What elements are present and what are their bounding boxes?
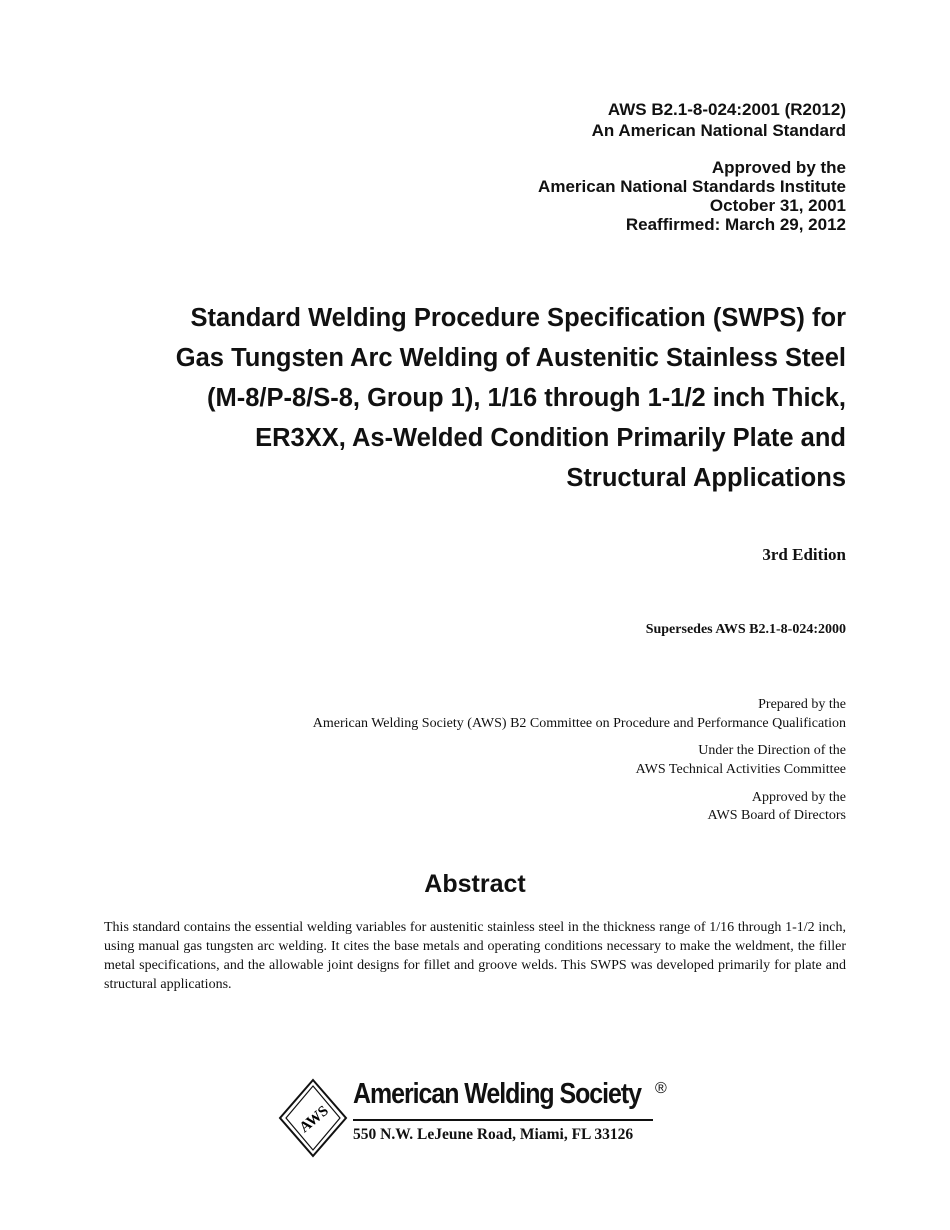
approving-institute: American National Standards Institute	[538, 177, 846, 196]
reaffirmed-date: Reaffirmed: March 29, 2012	[625, 215, 846, 234]
abstract-heading: Abstract	[424, 870, 526, 898]
logo-divider	[353, 1119, 653, 1121]
society-address: 550 N.W. LeJeune Road, Miami, FL 33126	[353, 1126, 634, 1143]
board-approval-label: Approved by the	[751, 790, 846, 805]
title-line: Standard Welding Procedure Specification (SWPS) for	[190, 304, 846, 332]
title-line: Structural Applications	[566, 464, 846, 492]
standard-designation: AWS B2.1-8-024:2001 (R2012)	[607, 100, 846, 119]
registered-mark: ®	[655, 1080, 667, 1097]
aws-logo-block	[278, 1078, 678, 1160]
board-of-directors: AWS Board of Directors	[707, 808, 846, 823]
title-line: Gas Tungsten Arc Welding of Austenitic Stainless Steel	[175, 344, 846, 372]
preparing-committee: American Welding Society (AWS) B2 Committee on Procedure and Performance Qualification	[312, 716, 846, 731]
society-name: American Welding Society	[353, 1078, 642, 1110]
aws-logo-text: AWS	[296, 1102, 332, 1137]
directing-committee: AWS Technical Activities Committee	[635, 762, 846, 777]
approved-by-label: Approved by the	[711, 158, 846, 177]
direction-label: Under the Direction of the	[698, 743, 846, 758]
supersedes-note: Supersedes AWS B2.1-8-024:2000	[645, 622, 846, 637]
abstract-body: This standard contains the essential welding variables for austenitic stainless steel in the thickness range of 1/16 through 1-1/2 inch, using manual gas tungsten arc welding. It cites the base metals and operating conditions necessary to make the weldment, the filler metal specifications, and the allowable joint designs for fillet and groove welds. This SWPS was developed primarily for plate and structural applications.	[104, 920, 846, 992]
title-line: ER3XX, As-Welded Condition Primarily Plate and	[255, 424, 846, 452]
approval-date: October 31, 2001	[709, 196, 846, 215]
prepared-by-label: Prepared by the	[758, 697, 846, 712]
title-line: (M-8/P-8/S-8, Group 1), 1/16 through 1-1/2 inch Thick,	[206, 384, 846, 412]
edition: 3rd Edition	[762, 545, 846, 564]
aws-diamond-icon	[278, 1078, 348, 1160]
standard-type: An American National Standard	[591, 121, 846, 140]
document-title	[86, 298, 846, 498]
